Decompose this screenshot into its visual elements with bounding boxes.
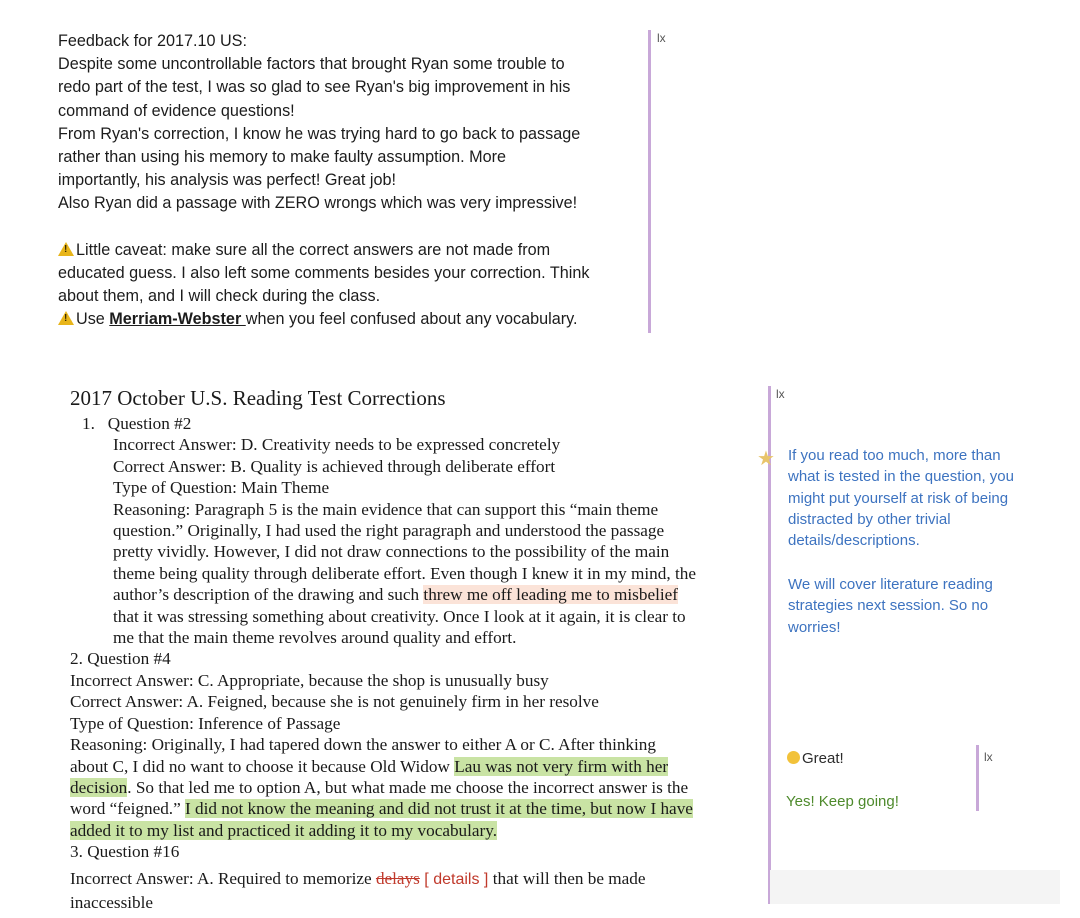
author-tag: lx (657, 31, 666, 45)
caveat-line: !Little caveat: make sure all the correct answers are not made from (58, 239, 648, 262)
reasoning-line: decision. So that led me to option A, but what made me choose the incorrect answer is the (70, 777, 689, 797)
reasoning-line: that it was stressing something about creativity. Once I look at it again, it is clear to (113, 606, 686, 626)
incorrect-answer: Incorrect Answer: C. Appropriate, because the shop is unusually busy (70, 670, 549, 690)
merriam-webster-link[interactable]: Merriam-Webster (109, 310, 246, 329)
incorrect-answer-continued: inaccessible (70, 892, 154, 912)
feedback-line: Despite some uncontrollable factors that brought Ryan some trouble to (58, 55, 565, 74)
corrections-document (70, 384, 770, 913)
star-icon: ★ (757, 448, 775, 470)
author-tag: lx (984, 750, 993, 764)
reasoning-line: pretty vividly. However, I did not draw connections to the possibility of the main (113, 542, 670, 562)
question-heading: 2. Question #4 (70, 649, 171, 669)
question-type: Type of Question: Main Theme (113, 478, 330, 498)
highlighted-text: added it to my list and practiced it adding it to my vocabulary. (70, 820, 498, 840)
comment-keep-going[interactable]: Yes! Keep going! (786, 793, 899, 810)
inserted-text: [ details ] (419, 870, 493, 888)
feedback-line: Also Ryan did a passage with ZERO wrongs which was very impressive! (58, 194, 578, 213)
question-heading: 3. Question #16 (70, 842, 180, 862)
comment-reading-focus[interactable]: If you read too much, more than what is tested in the question, you might put yourself at risk of being distracted by other trivial details/descriptions. (788, 447, 1014, 550)
page-edge (770, 870, 1060, 904)
smile-icon (787, 751, 800, 764)
comment-next-session[interactable]: We will cover literature reading strategies next session. So no worries! (788, 576, 993, 636)
incorrect-answer: Incorrect Answer: A. Required to memorize delays [ details ] that will then be made (70, 868, 646, 888)
highlighted-text: threw me off leading me to misbelief (423, 585, 678, 605)
reasoning-line: about C, I did no want to choose it because Old Widow Lau was not very firm with her (70, 756, 669, 776)
highlighted-text: Lau was not very firm with her (454, 756, 669, 776)
reasoning-line: Reasoning: Originally, I had tapered down the answer to either A or C. After thinking (70, 735, 656, 755)
document-title: 2017 October U.S. Reading Test Corrections (70, 386, 446, 410)
warning-icon (58, 311, 74, 325)
caveat-line: about them, and I will check during the class. (58, 287, 381, 306)
feedback-line: command of evidence questions! (58, 101, 295, 120)
incorrect-answer: Incorrect Answer: D. Creativity needs to be expressed concretely (113, 435, 561, 455)
feedback-line: rather than using his memory to make faulty assumption. More (58, 148, 507, 167)
feedback-section (58, 30, 648, 331)
reasoning-line: word “feigned.” I did not know the meaning and did not trust it at the time, but now I have (70, 799, 693, 819)
reasoning-line: me that the main theme revolves around quality and effort. (113, 628, 517, 648)
reasoning-line: theme being quality through deliberate effort. Even though I knew it in my mind, the (113, 563, 696, 583)
highlighted-text: decision (70, 777, 128, 797)
correct-answer: Correct Answer: A. Feigned, because she is not genuinely firm in her resolve (70, 692, 599, 712)
reasoning-line: author’s description of the drawing and such threw me off leading me to misbelief (113, 585, 678, 605)
warning-icon (58, 242, 74, 256)
question-type: Type of Question: Inference of Passage (70, 713, 341, 733)
comment-margin-line (648, 30, 651, 333)
feedback-line: importantly, his analysis was perfect! Great job! (58, 171, 396, 190)
reasoning-line: Reasoning: Paragraph 5 is the main evidence that can support this “main theme (113, 499, 659, 519)
reasoning-line: question.” Originally, I had used the right paragraph and understood the passage (113, 521, 665, 541)
feedback-line: redo part of the test, I was so glad to see Ryan's big improvement in his (58, 78, 571, 97)
comment-margin-line (976, 745, 979, 811)
feedback-heading: Feedback for 2017.10 US: (58, 32, 247, 50)
highlighted-text: I did not know the meaning and did not trust it at the time, but now I have (185, 799, 693, 819)
reasoning-line (70, 820, 770, 841)
deleted-text: delays (375, 868, 420, 888)
question-heading: 1. Question #2 (82, 414, 192, 433)
dictionary-tip: !Use Merriam-Webster when you feel confused about any vocabulary. (58, 308, 648, 331)
caveat-line: educated guess. I also left some comments besides your correction. Think (58, 263, 590, 282)
correct-answer: Correct Answer: B. Quality is achieved through deliberate effort (113, 456, 556, 476)
author-tag: lx (776, 387, 785, 401)
feedback-line: From Ryan's correction, I know he was trying hard to go back to passage (58, 124, 581, 143)
comment-great[interactable]: Great! (787, 748, 844, 769)
